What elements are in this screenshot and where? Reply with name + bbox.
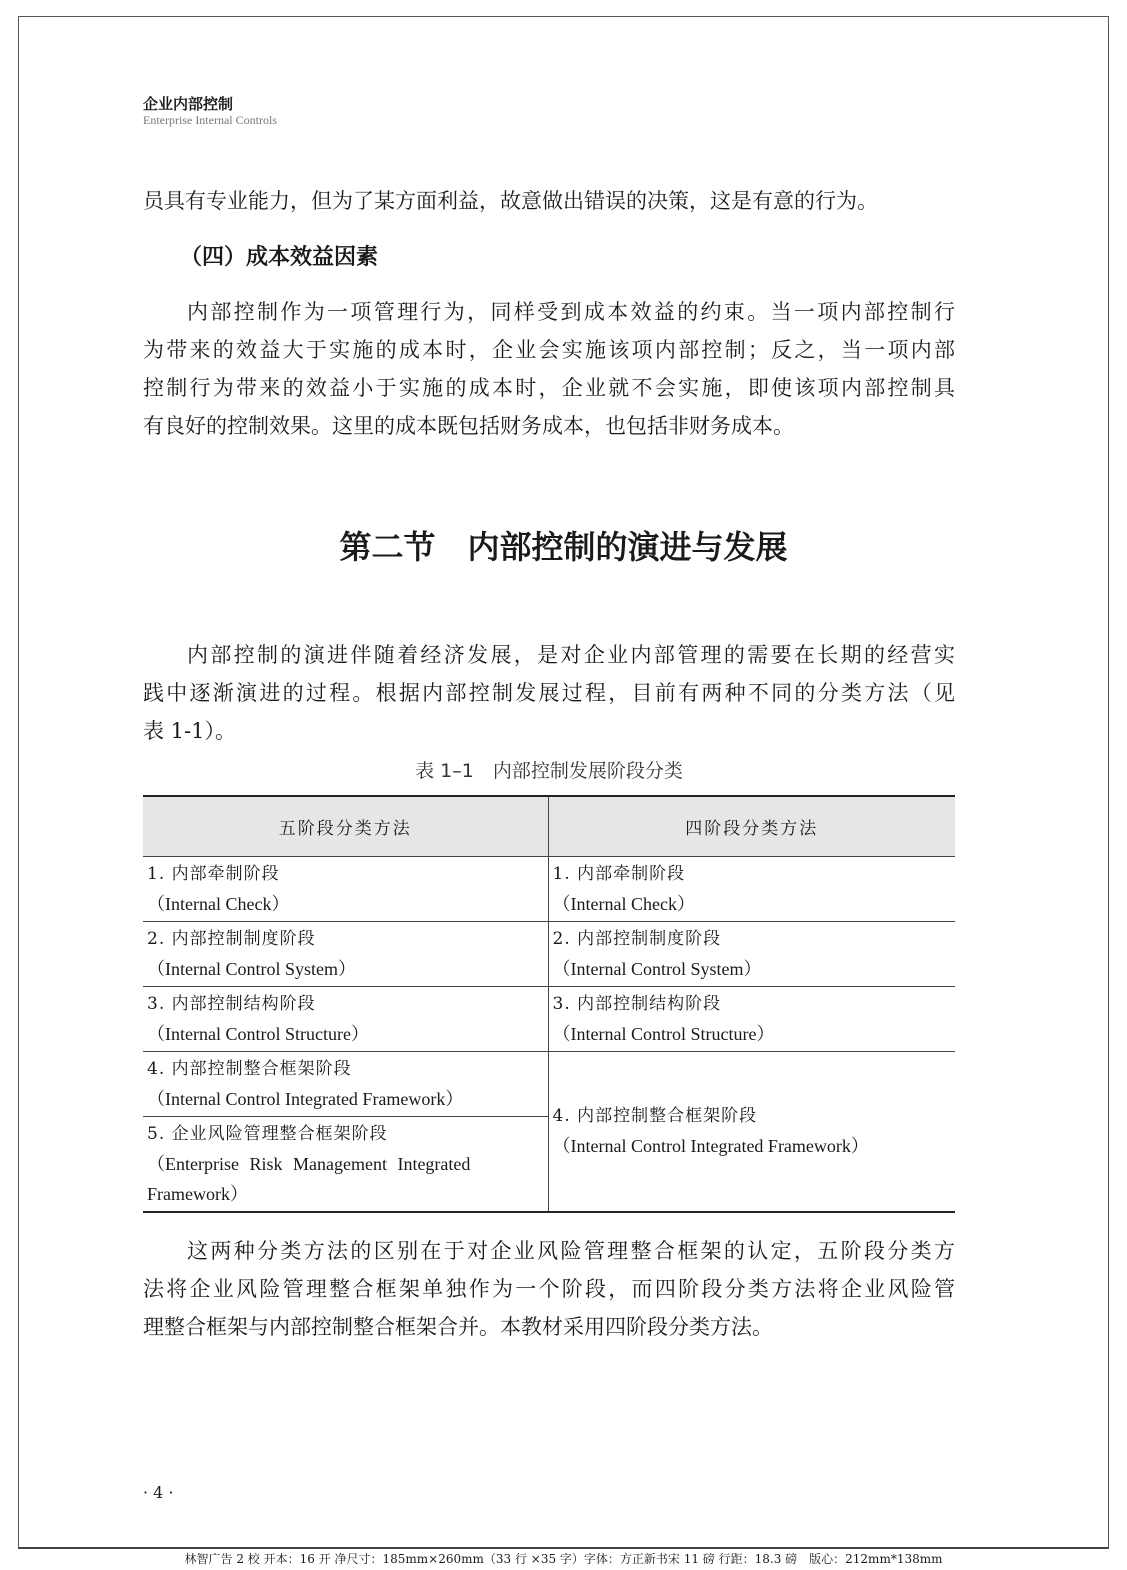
section-title: 第二节 内部控制的演进与发展 (339, 528, 788, 566)
table-row: 2. 内部控制制度阶段 （Internal Control System） 2. 内部控制制度阶段 （Internal Control System） (143, 921, 955, 986)
paragraph-0: 员具有专业能力，但为了某方面利益，故意做出错误的决策，这是有意的行为。 (143, 189, 878, 213)
running-header-subtitle: Enterprise Internal Controls (143, 113, 277, 127)
subheading: （四）成本效益因素 (180, 245, 379, 270)
page-number: · 4 · (143, 1483, 174, 1502)
paragraph-2: 内部控制的演进伴随着经济发展，是对企业内部管理的需要在长期的经营实 践中逐渐演进的过程。根据内部控制发展过程，目前有两种不同的分类方法（见 表 1-1）。 (143, 643, 955, 743)
table-row: 4. 内部控制整合框架阶段 （Internal Control Integrated Framework） 4. 内部控制整合框架阶段 （Internal Control Integrated Framework） (143, 1051, 955, 1116)
table-row: 3. 内部控制结构阶段 （Internal Control Structure） 3. 内部控制结构阶段 （Internal Control Structure） (143, 986, 955, 1051)
paragraph-1: 内部控制作为一项管理行为，同样受到成本效益的约束。当一项内部控制行 为带来的效益大于实施的成本时，企业会实施该项内部控制；反之，当一项内部 控制行为带来的效益小于实施的成本时，企业就不会实施，即使该项内部控制具 有良好的控制效果。这里的成本既包括财务成本，也包括非财务成本。 (143, 300, 955, 438)
column-header: 四阶段分类方法 (548, 796, 955, 856)
table-caption: 表 1–1 内部控制发展阶段分类 (415, 760, 683, 782)
table-row: 1. 内部牵制阶段 （Internal Check） 1. 内部牵制阶段 （Internal Check） (143, 856, 955, 921)
column-header: 五阶段分类方法 (143, 796, 548, 856)
print-spec-footer: 林智广告 2 校 开本：16 开 净尺寸：185mm×260mm（33 行 ×35 字）字体：方正新书宋 11 磅 行距：18.3 磅 版心：212mm*138mm (184, 1552, 943, 1566)
table-row: 5. 企业风险管理整合框架阶段 （Enterprise Risk Management Integrated Framework） (143, 1116, 955, 1212)
stage-classification-table (143, 795, 955, 1213)
running-header-title: 企业内部控制 (143, 95, 234, 113)
paragraph-3: 这两种分类方法的区别在于对企业风险管理整合框架的认定，五阶段分类方 法将企业风险管理整合框架单独作为一个阶段，而四阶段分类方法将企业风险管 理整合框架与内部控制整合框架合并。本教材采用四阶段分类方法。 (143, 1239, 955, 1339)
table-header-row (143, 796, 955, 856)
